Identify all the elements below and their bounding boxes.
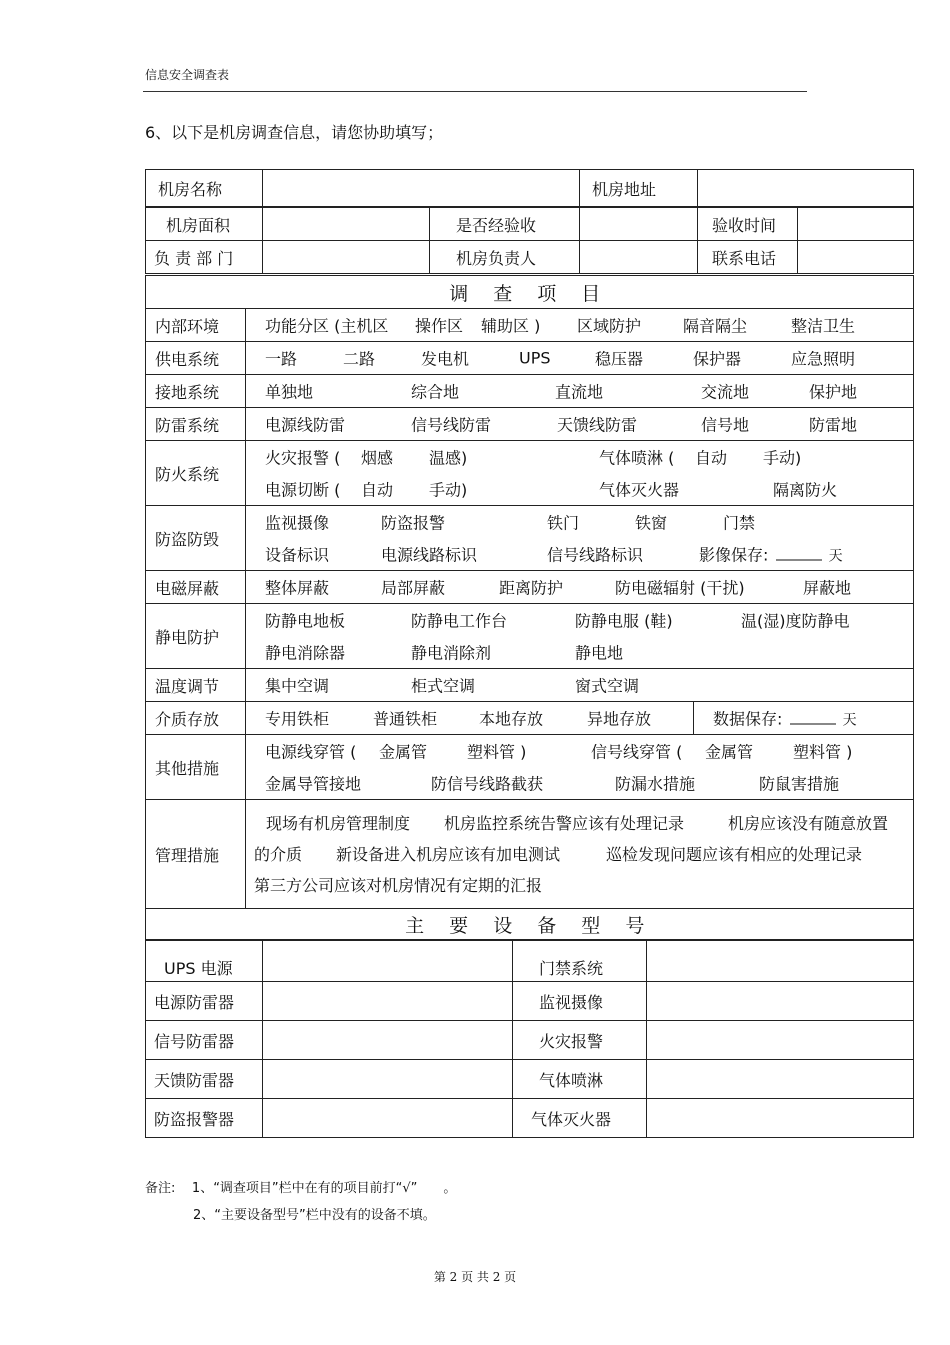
option[interactable]: 监视摄像 [265, 513, 330, 533]
header-divider [143, 91, 807, 92]
row-content [246, 309, 914, 342]
option[interactable]: 数据保存: [713, 709, 783, 729]
row-label: 防盗防毁 [146, 506, 246, 571]
equip-model-field[interactable] [263, 1099, 513, 1138]
option[interactable]: 机房监控系统告警应该有处理记录 [444, 813, 685, 833]
table-row [146, 170, 914, 207]
option[interactable]: 金属导管接地 [265, 774, 362, 794]
video-days-input[interactable] [776, 546, 822, 561]
row-content [246, 571, 914, 604]
equipment-heading: 主 要 设 备 型 号 [146, 909, 914, 940]
equip-model-field[interactable] [263, 1021, 513, 1060]
option[interactable]: 电源线穿管 ( [265, 742, 357, 762]
row-label: 管理措施 [146, 800, 246, 909]
header-title: 信息安全调查表 [145, 68, 230, 82]
accepted-field[interactable] [580, 208, 698, 241]
equip-model-field[interactable] [263, 1060, 513, 1099]
row-content [246, 408, 914, 441]
row-label: 静电防护 [146, 604, 246, 669]
equip-model-field[interactable] [647, 1021, 914, 1060]
row-label: 内部环境 [146, 309, 246, 342]
equip-label: 电源防雷器 [146, 982, 263, 1021]
table-row [146, 941, 914, 982]
data-retention [713, 707, 857, 730]
option[interactable]: 塑料管 ) [467, 742, 527, 762]
row-label: 防雷系统 [146, 408, 246, 441]
day-unit: 天 [842, 712, 857, 729]
option[interactable]: 气体灭火器 [599, 480, 680, 500]
option[interactable]: 距离防护 [499, 578, 564, 598]
option[interactable]: 稳压器 [595, 349, 644, 369]
accept-time-label: 验收时间 [698, 208, 798, 241]
option[interactable]: 单独地 [265, 382, 314, 402]
notes [145, 1175, 456, 1229]
cell-divider [693, 702, 694, 735]
option[interactable]: 异地存放 [587, 709, 652, 729]
option[interactable]: 专用铁柜 [265, 709, 330, 729]
option[interactable]: 自动 [361, 480, 394, 500]
equip-model-field[interactable] [647, 1099, 914, 1138]
data-days-input[interactable] [790, 710, 836, 725]
option[interactable]: 保护器 [693, 349, 742, 369]
equip-label: 气体灭火器 [513, 1099, 647, 1138]
equip-model-field[interactable] [647, 1060, 914, 1099]
table-row [146, 1060, 914, 1099]
table-row [146, 1099, 914, 1138]
option[interactable]: 防静电服 (鞋) [575, 611, 673, 631]
option[interactable]: 门禁 [723, 513, 756, 533]
table-row [146, 982, 914, 1021]
option[interactable]: 集中空调 [265, 676, 330, 696]
day-unit: 天 [828, 548, 843, 565]
accepted-label: 是否经验收 [430, 208, 580, 241]
option[interactable]: 信号线路标识 [547, 545, 644, 565]
option[interactable]: 静电消除器 [265, 643, 346, 663]
option[interactable]: 发电机 [421, 349, 470, 369]
row-content [246, 735, 914, 800]
management-measures [246, 800, 914, 909]
row-label: 电磁屏蔽 [146, 571, 246, 604]
room-area-label: 机房面积 [146, 208, 263, 241]
option[interactable]: 防信号线路截获 [431, 774, 544, 794]
equip-label: 气体喷淋 [513, 1060, 647, 1099]
table-row [146, 800, 914, 909]
table-row [146, 408, 914, 441]
option[interactable]: 机房应该没有随意放置的介质 [254, 813, 889, 864]
room-address-label: 机房地址 [580, 170, 698, 207]
notes-prefix: 备注: [145, 1181, 176, 1196]
table-row [146, 208, 914, 241]
option[interactable]: 一路 [265, 349, 298, 369]
equip-label: 防盗报警器 [146, 1099, 263, 1138]
option[interactable]: 操作区 [415, 316, 464, 336]
equip-model-field[interactable] [263, 982, 513, 1021]
option[interactable]: 二路 [343, 349, 376, 369]
row-content [246, 375, 914, 408]
video-retention [699, 543, 843, 566]
row-content [246, 506, 914, 571]
equip-label: 门禁系统 [513, 941, 647, 982]
table-row [146, 241, 914, 274]
equipment-table [145, 940, 914, 1138]
intro-text: 6、以下是机房调查信息，请您协助填写； [145, 123, 444, 142]
table-row [146, 506, 914, 571]
row-label: 其他措施 [146, 735, 246, 800]
option[interactable]: 应急照明 [791, 349, 856, 369]
equipment-heading-row [146, 909, 914, 940]
option[interactable]: 电源切断 ( [265, 480, 341, 500]
option[interactable]: 防静电工作台 [411, 611, 508, 631]
room-name-field[interactable] [263, 170, 580, 207]
option[interactable]: 电源线路标识 [381, 545, 478, 565]
survey-heading-row [146, 276, 914, 309]
room-area-field[interactable] [263, 208, 430, 241]
option[interactable]: 辅助区 ) [481, 316, 541, 336]
option[interactable]: 窗式空调 [575, 676, 640, 696]
option[interactable]: 整洁卫生 [791, 316, 856, 336]
option[interactable]: 局部屏蔽 [381, 578, 446, 598]
option[interactable]: 影像保存: [699, 545, 769, 565]
option[interactable]: 隔离防火 [773, 480, 838, 500]
option[interactable]: 交流地 [701, 382, 750, 402]
option[interactable]: 信号线防雷 [411, 415, 492, 435]
option[interactable]: 综合地 [411, 382, 460, 402]
row-content [246, 669, 914, 702]
option[interactable]: 巡检发现问题应该有相应的处理记录 [606, 844, 863, 864]
note-2: 2、“主要设备型号”栏中没有的设备不填。 [193, 1208, 436, 1223]
room-info-table-2 [145, 207, 914, 274]
option[interactable]: 普通铁柜 [373, 709, 438, 729]
row-label: 接地系统 [146, 375, 246, 408]
equip-label: 天馈防雷器 [146, 1060, 263, 1099]
option[interactable]: 第三方公司应该对机房情况有定期的汇报 [254, 875, 543, 895]
table-row [146, 1021, 914, 1060]
option[interactable]: 电源线防雷 [265, 415, 346, 435]
survey-table [145, 275, 914, 940]
option[interactable]: 区域防护 [577, 316, 642, 336]
option[interactable]: 静电消除剂 [411, 643, 492, 663]
equip-label: UPS 电源 [146, 941, 263, 982]
option[interactable]: 功能分区 (主机区 [265, 316, 389, 336]
option[interactable]: 烟感 [361, 448, 394, 468]
option[interactable]: 塑料管 ) [793, 742, 853, 762]
table-row [146, 342, 914, 375]
department-label: 负 责 部 门 [146, 241, 263, 274]
row-label: 温度调节 [146, 669, 246, 702]
option[interactable]: 气体喷淋 ( [599, 448, 675, 468]
option[interactable]: 保护地 [809, 382, 858, 402]
table-row [146, 735, 914, 800]
row-label: 防火系统 [146, 441, 246, 506]
table-row [146, 309, 914, 342]
option[interactable]: 防电磁辐射 (干扰) [615, 578, 745, 598]
row-content [246, 441, 914, 506]
option[interactable]: 整体屏蔽 [265, 578, 330, 598]
option[interactable]: 柜式空调 [411, 676, 476, 696]
accept-time-field[interactable] [798, 208, 914, 241]
option[interactable]: 铁窗 [635, 513, 668, 533]
option[interactable]: 天馈线防雷 [557, 415, 638, 435]
phone-label: 联系电话 [698, 241, 798, 274]
option[interactable]: 防漏水措施 [615, 774, 696, 794]
page-footer: 第 2 页 共 2 页 [433, 1270, 517, 1284]
option[interactable]: 隔音隔尘 [683, 316, 748, 336]
equip-label: 信号防雷器 [146, 1021, 263, 1060]
option[interactable]: UPS [519, 348, 551, 368]
room-address-field[interactable] [698, 170, 914, 207]
option[interactable]: 火灾报警 ( [265, 448, 341, 468]
table-row [146, 375, 914, 408]
equip-label: 监视摄像 [513, 982, 647, 1021]
equip-model-field[interactable] [647, 941, 914, 982]
note-1: 1、“调查项目”栏中在有的项目前打“√” 。 [191, 1181, 457, 1196]
option[interactable]: 手动) [429, 480, 468, 500]
option[interactable]: 新设备进入机房应该有加电测试 [336, 844, 561, 864]
option[interactable]: 铁门 [547, 513, 580, 533]
equip-model-field[interactable] [647, 982, 914, 1021]
row-content [246, 342, 914, 375]
table-row [146, 441, 914, 506]
table-row [146, 669, 914, 702]
department-field[interactable] [263, 241, 430, 274]
row-label: 介质存放 [146, 702, 246, 735]
option[interactable]: 现场有机房管理制度 [266, 813, 411, 833]
phone-field[interactable] [798, 241, 914, 274]
option[interactable]: 防雷地 [809, 415, 858, 435]
survey-heading: 调 查 项 目 [146, 276, 914, 309]
option[interactable]: 本地存放 [479, 709, 544, 729]
row-content [246, 604, 914, 669]
option[interactable]: 防鼠害措施 [759, 774, 840, 794]
option[interactable]: 金属管 [705, 742, 754, 762]
option[interactable]: 温感) [429, 448, 468, 468]
room-manager-field[interactable] [580, 241, 698, 274]
row-content [246, 702, 914, 735]
option[interactable]: 自动 [695, 448, 728, 468]
option[interactable]: 信号线穿管 ( [591, 742, 683, 762]
option[interactable]: 静电地 [575, 643, 624, 663]
table-row [146, 604, 914, 669]
equip-model-field[interactable] [263, 941, 513, 982]
option[interactable]: 金属管 [379, 742, 428, 762]
option[interactable]: 屏蔽地 [803, 578, 852, 598]
option[interactable]: 直流地 [555, 382, 604, 402]
equip-label: 火灾报警 [513, 1021, 647, 1060]
option[interactable]: 信号地 [701, 415, 750, 435]
row-label: 供电系统 [146, 342, 246, 375]
room-name-label: 机房名称 [146, 170, 263, 207]
option[interactable]: 设备标识 [265, 545, 330, 565]
option[interactable]: 温(湿)度防静电 [741, 611, 850, 631]
option[interactable]: 防盗报警 [381, 513, 446, 533]
option[interactable]: 防静电地板 [265, 611, 346, 631]
room-manager-label: 机房负责人 [430, 241, 580, 274]
option[interactable]: 手动) [763, 448, 802, 468]
room-info-table [145, 169, 914, 207]
table-row [146, 702, 914, 735]
table-row [146, 571, 914, 604]
